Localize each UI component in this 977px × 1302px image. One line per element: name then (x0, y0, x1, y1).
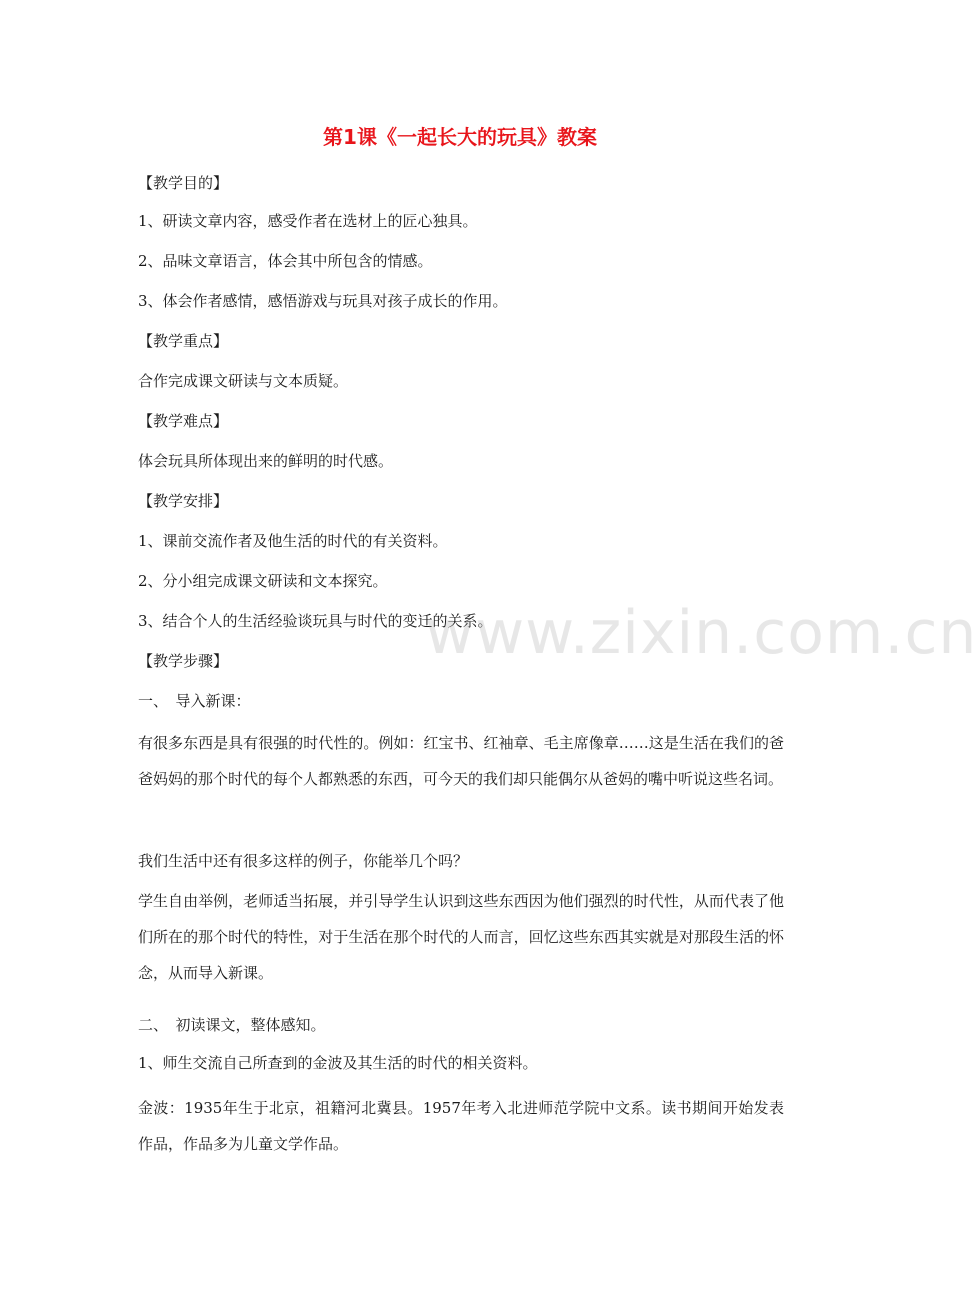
exchange-line: 1、师生交流自己所查到的金波及其生活的时代的相关资料。 (138, 1054, 538, 1072)
author-paragraph: 金波：1935年生于北京，祖籍河北冀县。1957年考入北进师范学院中文系。读书期间开始发表作品，作品多为儿童文学作品。 (138, 1099, 784, 1153)
arrangement-item-3: 3、结合个人的生活经验谈玩具与时代的变迁的关系。 (138, 612, 493, 630)
focus-text: 合作完成课文研读与文本质疑。 (138, 372, 349, 390)
goal-item-2: 2、品味文章语言，体会其中所包含的情感。 (138, 252, 433, 270)
step-1-heading: 一、 导入新课： (138, 692, 251, 710)
step-2-heading: 二、 初读课文，整体感知。 (138, 1016, 326, 1034)
heading-teaching-goals: 【教学目的】 (138, 174, 229, 192)
goal-item-3: 3、体会作者感情，感悟游戏与玩具对孩子成长的作用。 (138, 292, 508, 310)
question-line: 我们生活中还有很多这样的例子，你能举几个吗？ (138, 852, 469, 870)
watermark: www.zixin.com.cn (425, 598, 977, 668)
discussion-paragraph: 学生自由举例，老师适当拓展，并引导学生认识到这些东西因为他们强烈的时代性，从而代表了他们所在的那个时代的特性，对于生活在那个时代的人而言，回忆这些东西其实就是对那段生活的怀念，从而导入新课。 (138, 892, 784, 982)
heading-teaching-focus: 【教学重点】 (138, 332, 229, 350)
intro-paragraph: 有很多东西是具有很强的时代性的。例如：红宝书、红袖章、毛主席像章……这是生活在我们的爸爸妈妈的那个时代的每个人都熟悉的东西，可今天的我们却只能偶尔从爸妈的嘴中听说这些名词。 (138, 734, 784, 788)
heading-teaching-steps: 【教学步骤】 (138, 652, 229, 670)
heading-teaching-difficulty: 【教学难点】 (138, 412, 229, 430)
arrangement-item-2: 2、分小组完成课文研读和文本探究。 (138, 572, 388, 590)
goal-item-1: 1、研读文章内容，感受作者在选材上的匠心独具。 (138, 212, 478, 230)
difficulty-text: 体会玩具所体现出来的鲜明的时代感。 (138, 452, 394, 470)
arrangement-item-1: 1、课前交流作者及他生活的时代的有关资料。 (138, 532, 448, 550)
document-title: 第1课《一起长大的玩具》教案 (323, 125, 597, 149)
heading-teaching-arrangement: 【教学安排】 (138, 492, 229, 510)
